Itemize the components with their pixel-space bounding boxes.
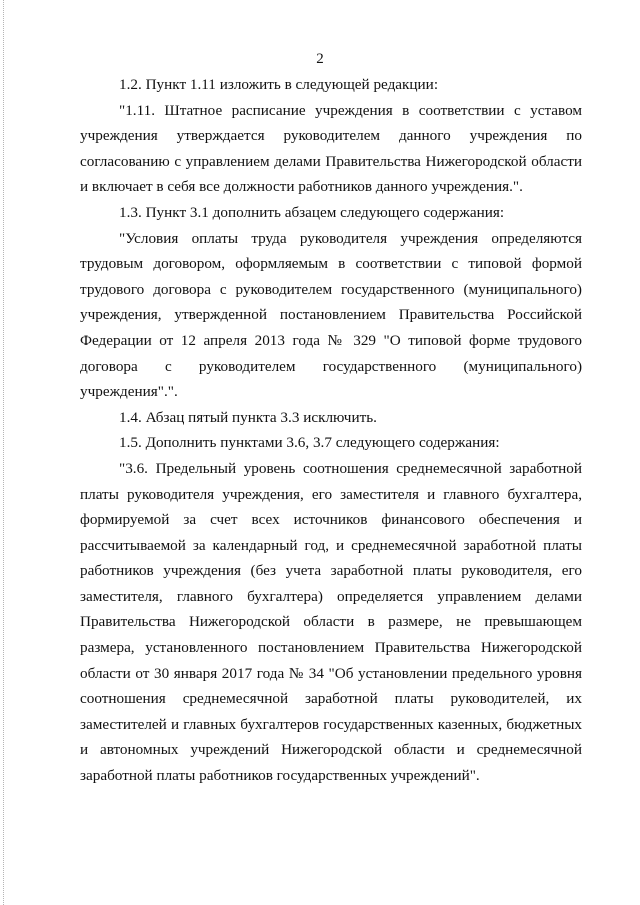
document-body xyxy=(80,72,582,789)
paragraph-quote-3-6: "3.6. Предельный уровень соотношения среднемесячной заработной платы руководителя учреждения, его заместителя и главного бухгалтера, формируемой за счет всех источников финансового обеспечения и рассчитываемой за календарный год, и среднемесячной заработной платы работников учреждения (без учета заработной платы руководителя, его заместителя, главного бухгалтера) определяется управлением делами Правительства Нижегородской области в размере, не превышающем размера, установленного постановлением Правительства Нижегородской области от 30 января 2017 года № 34 "Об установлении предельного уровня соотношения среднемесячной заработной платы руководителей, их заместителей и главных бухгалтеров государственных казенных, бюджетных и автономных учреждений Нижегородской области и среднемесячной заработной платы работников государственных учреждений". xyxy=(80,459,582,785)
paragraph-quote-1-11: "1.11. Штатное расписание учреждения в соответствии с уставом учреждения утверждается руководителем данного учреждения по согласованию с управлением делами Правительства Нижегородской области и включает в себя все должности работников данного учреждения.". xyxy=(80,101,582,196)
paragraph-quote-labor-conditions: "Условия оплаты труда руководителя учреждения определяются трудовым договором, оформляемым в соответствии с типовой формой трудового договора с руководителем государственного (муниципального) учреждения, утвержденной постановлением Правительства Российской Федерации от 12 апреля 2013 года № 329 "О типовой форме трудового договора с руководителем государственного (муниципального) учреждения".". xyxy=(80,229,582,401)
scan-left-edge xyxy=(3,0,4,905)
paragraph-1-4: 1.4. Абзац пятый пункта 3.3 исключить. xyxy=(119,408,377,426)
paragraph-1-5: 1.5. Дополнить пунктами 3.6, 3.7 следующего содержания: xyxy=(119,434,500,452)
page-number: 2 xyxy=(316,51,324,67)
paragraph-1-3: 1.3. Пункт 3.1 дополнить абзацем следующего содержания: xyxy=(119,203,505,221)
paragraph-1-2: 1.2. Пункт 1.11 изложить в следующей редакции: xyxy=(119,76,439,93)
